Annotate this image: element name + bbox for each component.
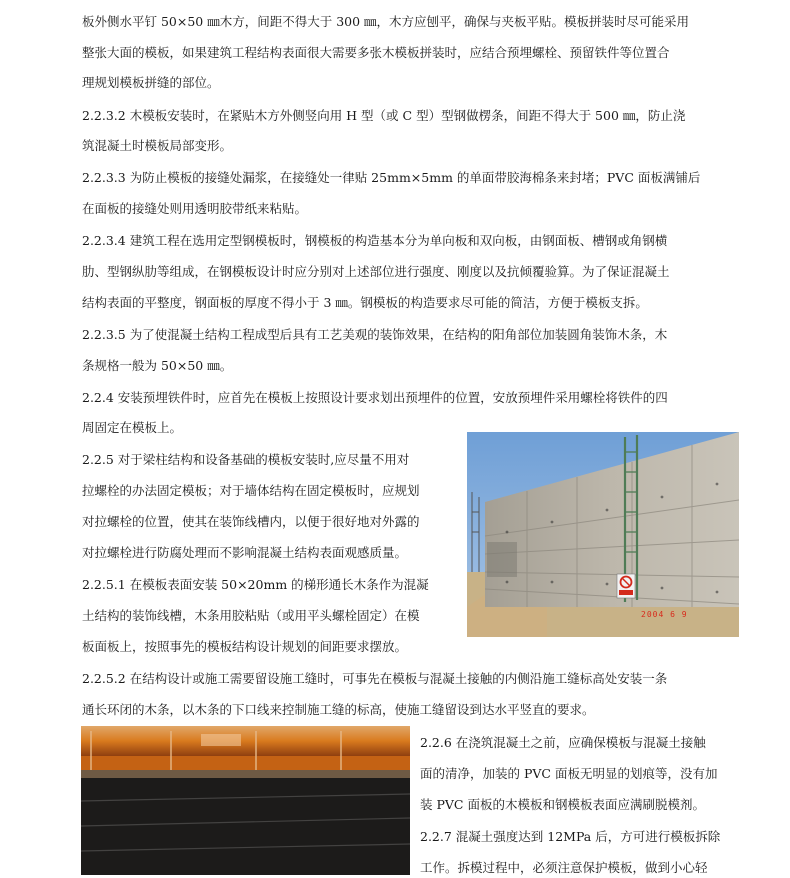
text-line: 土结构的装饰线槽，木条用胶粘贴（或用平头螺栓固定）在模: [82, 608, 420, 623]
text-line: 结构表面的平整度，钢面板的厚度不得小于 3 ㎜。钢模板的构造要求尽可能的简洁，方便于模板支拆。: [82, 295, 648, 310]
text-line: 2.2.3.2 木模板安装时，在紧贴木方外侧竖向用 H 型（或 C 型）型钢做楞条，间距不得大于 500 ㎜，防止浇: [82, 108, 686, 123]
text-line: 2.2.5.1 在模板表面安装 50×20mm 的梯形通长木条作为混凝: [82, 577, 429, 592]
text-line: 在面板的接缝处则用透明胶带纸来粘贴。: [82, 201, 308, 216]
concrete-wall-photo: [467, 432, 739, 637]
text-line: 整张大面的模板，如果建筑工程结构表面很大需要多张木模板拼装时，应结合预埋螺栓、预留铁件等位置合: [82, 45, 670, 60]
text-line: 条规格一般为 50×50 ㎜。: [82, 358, 233, 373]
text-line: 板面板上，按照事先的模板结构设计规划的间距要求摆放。: [82, 639, 408, 654]
text-line: 2.2.5.2 在结构设计或施工需要留设施工缝时，可事先在模板与混凝土接触的内侧沿施工缝标高处安装一条: [82, 671, 668, 686]
text-line: 对拉螺栓进行防腐处理而不影响混凝土结构表面观感质量。: [82, 545, 408, 560]
text-line: 对拉螺栓的位置，使其在装饰线槽内，以便于很好地对外露的: [82, 514, 420, 529]
text-line: 周固定在模板上。: [82, 420, 183, 435]
text-line: 工作。拆模过程中，必须注意保护模板，做到小心轻: [420, 860, 708, 875]
text-line: 拉螺栓的办法固定模板；对于墙体结构在固定模板时，应规划: [82, 483, 420, 498]
text-line: 2.2.4 安装预埋铁件时，应首先在模板上按照设计要求划出预埋件的位置，安放预埋件采用螺栓将铁件的四: [82, 390, 668, 405]
text-line: 装 PVC 面板的木模板和钢模板表面应满刷脱模剂。: [420, 797, 705, 812]
text-line: 2.2.7 混凝土强度达到 12MPa 后，方可进行模板拆除: [420, 829, 721, 844]
text-line: 面的清净，加装的 PVC 面板无明显的划痕等，没有加: [420, 766, 718, 781]
text-line: 2.2.3.5 为了使混凝土结构工程成型后具有工艺美观的装饰效果，在结构的阳角部位加装圆角装饰木条，木: [82, 327, 668, 342]
text-line: 板外侧水平钉 50×50 ㎜木方，间距不得大于 300 ㎜，木方应刨平，确保与夹板平贴。模板拼装时尽可能采用: [82, 14, 690, 29]
text-line: 2.2.6 在浇筑混凝土之前，应确保模板与混凝土接触: [420, 735, 706, 750]
text-line: 理规划模板拼缝的部位。: [82, 75, 220, 90]
text-line: 2.2.3.3 为防止模板的接缝处漏浆，在接缝处一律贴 25mm×5mm 的单面带胶海棉条来封堵；PVC 面板满铺后: [82, 170, 701, 185]
text-line: 筑混凝土时模板局部变形。: [82, 138, 233, 153]
text-line: 2.2.3.4 建筑工程在选用定型钢模板时，钢模板的构造基本分为单向板和双向板，由钢面板、槽钢或角钢横: [82, 233, 668, 248]
formwork-illustration: [81, 726, 410, 875]
formwork-photo: [81, 726, 410, 875]
text-line: 通长环闭的木条，以木条的下口线来控制施工缝的标高，使施工缝留设到达水平竖直的要求。: [82, 702, 595, 717]
photo-date-stamp: 2004 6 9: [641, 610, 688, 619]
text-line: 2.2.5 对于梁柱结构和设备基础的模板安装时,应尽量不用对: [82, 452, 410, 467]
concrete-wall-illustration: [467, 432, 739, 637]
text-line: 肋、型钢纵肋等组成，在钢模板设计时应分别对上述部位进行强度、刚度以及抗倾覆验算。为了保证混凝土: [82, 264, 670, 279]
